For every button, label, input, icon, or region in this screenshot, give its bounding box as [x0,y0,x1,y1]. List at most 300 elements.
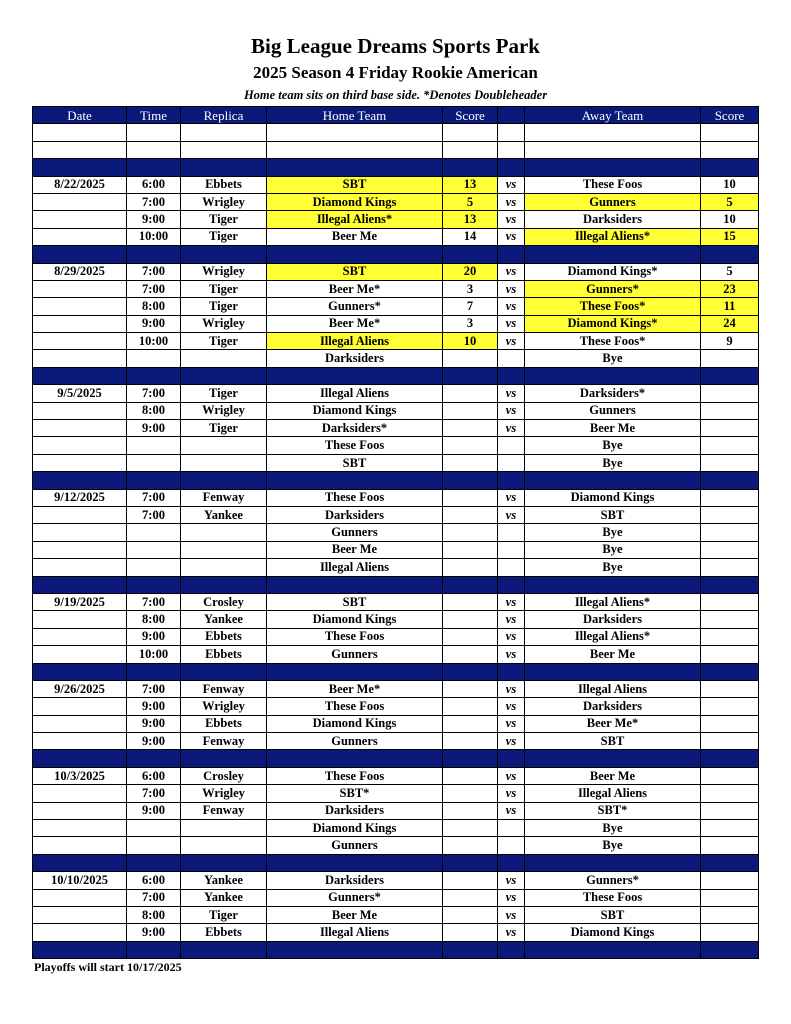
separator-cell [33,941,127,958]
cell-replica: Yankee [181,611,267,628]
table-row [33,298,759,315]
cell-date [33,350,127,367]
cell-date [33,524,127,541]
cell-date [33,506,127,523]
blank-cell [33,141,127,158]
cell-home-team: Gunners [267,837,443,854]
cell-home-team: SBT [267,593,443,610]
cell-away-team: Illegal Aliens [525,680,701,697]
table-row [33,733,759,750]
cell-vs [498,820,525,837]
cell-away-score [701,454,759,471]
cell-home-team: Beer Me [267,228,443,245]
separator-cell [181,854,267,871]
cell-away-score [701,437,759,454]
separator-cell [127,246,181,263]
playoffs-note: Playoffs will start 10/17/2025 [34,960,182,974]
cell-home-score [443,924,498,941]
cell-date: 9/12/2025 [33,489,127,506]
blank-cell [181,124,267,141]
cell-date [33,785,127,802]
cell-replica: Tiger [181,906,267,923]
cell-time: 9:00 [127,628,181,645]
cell-away-team: Darksiders [525,698,701,715]
cell-home-score [443,541,498,558]
cell-away-team: Gunners [525,402,701,419]
week-separator [33,941,759,958]
table-row [33,524,759,541]
separator-cell [443,367,498,384]
separator-cell [267,246,443,263]
cell-date [33,715,127,732]
cell-replica: Wrigley [181,402,267,419]
cell-date: 9/26/2025 [33,680,127,697]
cell-home-score [443,646,498,663]
cell-away-team: These Foos* [525,333,701,350]
cell-home-score: 10 [443,333,498,350]
cell-away-score [701,420,759,437]
cell-home-score [443,420,498,437]
separator-cell [127,472,181,489]
cell-date [33,559,127,576]
separator-cell [33,663,127,680]
cell-replica: Wrigley [181,315,267,332]
cell-vs: vs [498,402,525,419]
cell-vs: vs [498,924,525,941]
cell-away-score [701,802,759,819]
cell-home-team: Beer Me [267,906,443,923]
cell-away-team: Gunners* [525,280,701,297]
cell-away-score: 23 [701,280,759,297]
cell-replica [181,437,267,454]
cell-away-score [701,506,759,523]
cell-home-team: These Foos [267,489,443,506]
cell-replica: Yankee [181,889,267,906]
cell-time [127,559,181,576]
cell-away-team: These Foos* [525,298,701,315]
separator-cell [525,854,701,871]
cell-away-score: 5 [701,263,759,280]
cell-replica: Fenway [181,802,267,819]
separator-cell [498,750,525,767]
cell-replica: Tiger [181,333,267,350]
cell-replica: Tiger [181,385,267,402]
separator-cell [33,854,127,871]
separator-cell [498,941,525,958]
cell-vs: vs [498,280,525,297]
col-header-vs [498,107,525,124]
separator-cell [525,246,701,263]
cell-time [127,350,181,367]
table-row [33,437,759,454]
cell-home-team: Darksiders [267,506,443,523]
cell-vs: vs [498,628,525,645]
separator-cell [33,367,127,384]
separator-cell [33,750,127,767]
cell-replica: Tiger [181,228,267,245]
separator-cell [701,159,759,176]
blank-cell [127,124,181,141]
col-header-time: Time [127,107,181,124]
cell-away-team: SBT [525,506,701,523]
blank-cell [443,141,498,158]
cell-away-team: Beer Me [525,420,701,437]
week-separator [33,246,759,263]
separator-cell [127,576,181,593]
cell-home-team: SBT [267,263,443,280]
cell-away-team: Bye [525,350,701,367]
separator-cell [33,159,127,176]
cell-vs: vs [498,593,525,610]
cell-home-team: Gunners [267,733,443,750]
week-separator [33,472,759,489]
table-row [33,611,759,628]
schedule-body [33,124,759,959]
cell-date: 10/10/2025 [33,872,127,889]
cell-time: 7:00 [127,593,181,610]
cell-away-team: Bye [525,454,701,471]
separator-cell [181,367,267,384]
cell-time: 8:00 [127,402,181,419]
cell-away-team: Darksiders [525,611,701,628]
cell-time: 6:00 [127,176,181,193]
separator-cell [443,159,498,176]
cell-date: 8/22/2025 [33,176,127,193]
cell-home-score [443,837,498,854]
cell-date [33,333,127,350]
cell-vs: vs [498,420,525,437]
cell-time [127,454,181,471]
cell-away-score [701,559,759,576]
cell-home-score [443,820,498,837]
cell-home-score [443,350,498,367]
cell-replica: Yankee [181,506,267,523]
cell-time: 9:00 [127,715,181,732]
cell-away-score [701,680,759,697]
separator-cell [525,750,701,767]
cell-replica: Tiger [181,298,267,315]
cell-away-score [701,820,759,837]
table-row [33,906,759,923]
cell-replica: Wrigley [181,785,267,802]
cell-home-team: Diamond Kings [267,820,443,837]
table-row [33,211,759,228]
separator-cell [267,367,443,384]
cell-time: 8:00 [127,611,181,628]
blank-cell [267,124,443,141]
week-separator [33,159,759,176]
table-row [33,193,759,210]
cell-away-team: These Foos [525,889,701,906]
cell-replica: Fenway [181,680,267,697]
separator-cell [181,663,267,680]
cell-home-team: Darksiders [267,872,443,889]
table-row [33,402,759,419]
cell-vs: vs [498,889,525,906]
cell-time: 9:00 [127,733,181,750]
cell-vs [498,837,525,854]
cell-replica: Ebbets [181,924,267,941]
cell-home-score [443,437,498,454]
cell-away-team: Illegal Aliens* [525,593,701,610]
cell-date [33,698,127,715]
table-row [33,385,759,402]
cell-time: 9:00 [127,924,181,941]
separator-cell [267,854,443,871]
cell-time: 7:00 [127,193,181,210]
cell-replica: Wrigley [181,698,267,715]
table-row [33,280,759,297]
cell-away-score [701,872,759,889]
cell-home-team: Gunners* [267,889,443,906]
cell-home-score [443,785,498,802]
table-row [33,802,759,819]
cell-date [33,420,127,437]
cell-home-team: Illegal Aliens [267,333,443,350]
blank-cell [498,124,525,141]
cell-home-score [443,611,498,628]
cell-time: 9:00 [127,802,181,819]
table-row [33,680,759,697]
cell-time: 7:00 [127,385,181,402]
blank-cell [181,141,267,158]
col-header-away-team: Away Team [525,107,701,124]
schedule-note: Home team sits on third base side. *Denotes Doubleheader [243,88,548,102]
cell-home-team: SBT [267,454,443,471]
cell-home-score [443,454,498,471]
cell-home-score: 7 [443,298,498,315]
cell-home-score [443,802,498,819]
separator-cell [181,750,267,767]
cell-time: 9:00 [127,698,181,715]
cell-home-score [443,489,498,506]
cell-replica: Ebbets [181,646,267,663]
cell-vs: vs [498,646,525,663]
cell-away-score [701,698,759,715]
col-header-home-team: Home Team [267,107,443,124]
cell-vs: vs [498,785,525,802]
separator-cell [267,941,443,958]
cell-vs: vs [498,228,525,245]
table-row [33,420,759,437]
cell-vs: vs [498,872,525,889]
separator-cell [267,663,443,680]
table-row [33,924,759,941]
table-row [33,541,759,558]
cell-away-team: Illegal Aliens [525,785,701,802]
cell-date [33,802,127,819]
cell-replica [181,454,267,471]
cell-home-score: 13 [443,176,498,193]
cell-away-score: 10 [701,176,759,193]
table-row [33,559,759,576]
cell-vs: vs [498,211,525,228]
cell-away-score [701,837,759,854]
cell-home-team: Darksiders [267,350,443,367]
col-header-away-score: Score [701,107,759,124]
cell-date [33,228,127,245]
table-row [33,889,759,906]
cell-vs: vs [498,489,525,506]
cell-time: 7:00 [127,889,181,906]
cell-date [33,837,127,854]
cell-away-team: Bye [525,820,701,837]
cell-away-team: SBT [525,733,701,750]
cell-home-team: SBT [267,176,443,193]
blank-cell [498,141,525,158]
page-title: Big League Dreams Sports Park [251,34,540,58]
separator-cell [443,854,498,871]
cell-replica [181,350,267,367]
separator-cell [181,576,267,593]
cell-replica: Tiger [181,420,267,437]
table-row [33,646,759,663]
cell-away-score [701,524,759,541]
cell-away-team: SBT [525,906,701,923]
cell-date [33,924,127,941]
cell-away-team: Gunners* [525,872,701,889]
cell-away-team: Diamond Kings [525,924,701,941]
separator-cell [498,367,525,384]
cell-away-score: 9 [701,333,759,350]
cell-date [33,889,127,906]
col-header-date: Date [33,107,127,124]
cell-date [33,906,127,923]
cell-replica: Tiger [181,280,267,297]
cell-vs: vs [498,263,525,280]
cell-away-team: Beer Me [525,646,701,663]
cell-time: 8:00 [127,906,181,923]
table-row [33,350,759,367]
cell-vs: vs [498,333,525,350]
cell-time: 10:00 [127,333,181,350]
cell-home-score: 5 [443,193,498,210]
separator-cell [443,663,498,680]
cell-vs: vs [498,193,525,210]
cell-away-team: Diamond Kings* [525,315,701,332]
cell-time: 7:00 [127,280,181,297]
cell-away-team: Gunners [525,193,701,210]
cell-date [33,315,127,332]
cell-away-score [701,715,759,732]
separator-cell [498,246,525,263]
separator-cell [525,367,701,384]
cell-away-score [701,402,759,419]
cell-home-team: Illegal Aliens [267,385,443,402]
cell-home-team: SBT* [267,785,443,802]
table-row [33,489,759,506]
cell-away-team: Darksiders [525,211,701,228]
cell-home-team: Darksiders [267,802,443,819]
separator-cell [127,663,181,680]
week-separator [33,854,759,871]
cell-vs: vs [498,611,525,628]
cell-home-score: 3 [443,280,498,297]
separator-cell [525,941,701,958]
separator-cell [498,663,525,680]
cell-time: 7:00 [127,489,181,506]
table-row [33,785,759,802]
cell-home-team: Diamond Kings [267,715,443,732]
cell-home-team: Diamond Kings [267,402,443,419]
page-subtitle: 2025 Season 4 Friday Rookie American [253,63,538,82]
blank-row [33,141,759,158]
table-row [33,767,759,784]
cell-home-team: Beer Me* [267,280,443,297]
cell-home-team: Beer Me [267,541,443,558]
cell-replica: Tiger [181,211,267,228]
cell-vs: vs [498,698,525,715]
cell-away-score [701,593,759,610]
cell-away-score [701,628,759,645]
cell-home-team: Beer Me* [267,315,443,332]
cell-away-team: Illegal Aliens* [525,228,701,245]
cell-home-team: Illegal Aliens* [267,211,443,228]
cell-vs: vs [498,680,525,697]
separator-cell [701,472,759,489]
cell-away-score [701,785,759,802]
cell-vs [498,437,525,454]
cell-time: 9:00 [127,315,181,332]
separator-cell [525,159,701,176]
cell-vs [498,350,525,367]
cell-home-score [443,680,498,697]
separator-cell [127,941,181,958]
cell-date: 9/5/2025 [33,385,127,402]
cell-vs: vs [498,315,525,332]
separator-cell [33,246,127,263]
cell-away-team: SBT* [525,802,701,819]
separator-cell [498,159,525,176]
cell-home-score [443,385,498,402]
cell-away-score [701,385,759,402]
week-separator [33,367,759,384]
cell-replica: Yankee [181,872,267,889]
cell-away-score [701,350,759,367]
cell-home-team: These Foos [267,767,443,784]
blank-cell [267,141,443,158]
cell-away-score: 15 [701,228,759,245]
cell-vs: vs [498,733,525,750]
cell-home-team: Gunners [267,646,443,663]
blank-cell [701,141,759,158]
cell-away-team: Diamond Kings [525,489,701,506]
cell-home-score [443,906,498,923]
separator-cell [525,472,701,489]
cell-date [33,820,127,837]
cell-vs: vs [498,906,525,923]
blank-cell [33,124,127,141]
separator-cell [701,663,759,680]
separator-cell [525,576,701,593]
table-row [33,315,759,332]
cell-vs [498,454,525,471]
table-row [33,454,759,471]
cell-home-score [443,698,498,715]
cell-vs: vs [498,176,525,193]
separator-cell [443,246,498,263]
cell-time [127,837,181,854]
separator-cell [701,941,759,958]
cell-vs: vs [498,298,525,315]
cell-date [33,454,127,471]
cell-home-team: Gunners [267,524,443,541]
cell-date [33,280,127,297]
cell-home-score [443,506,498,523]
cell-home-team: Illegal Aliens [267,924,443,941]
cell-vs [498,559,525,576]
blank-cell [701,124,759,141]
